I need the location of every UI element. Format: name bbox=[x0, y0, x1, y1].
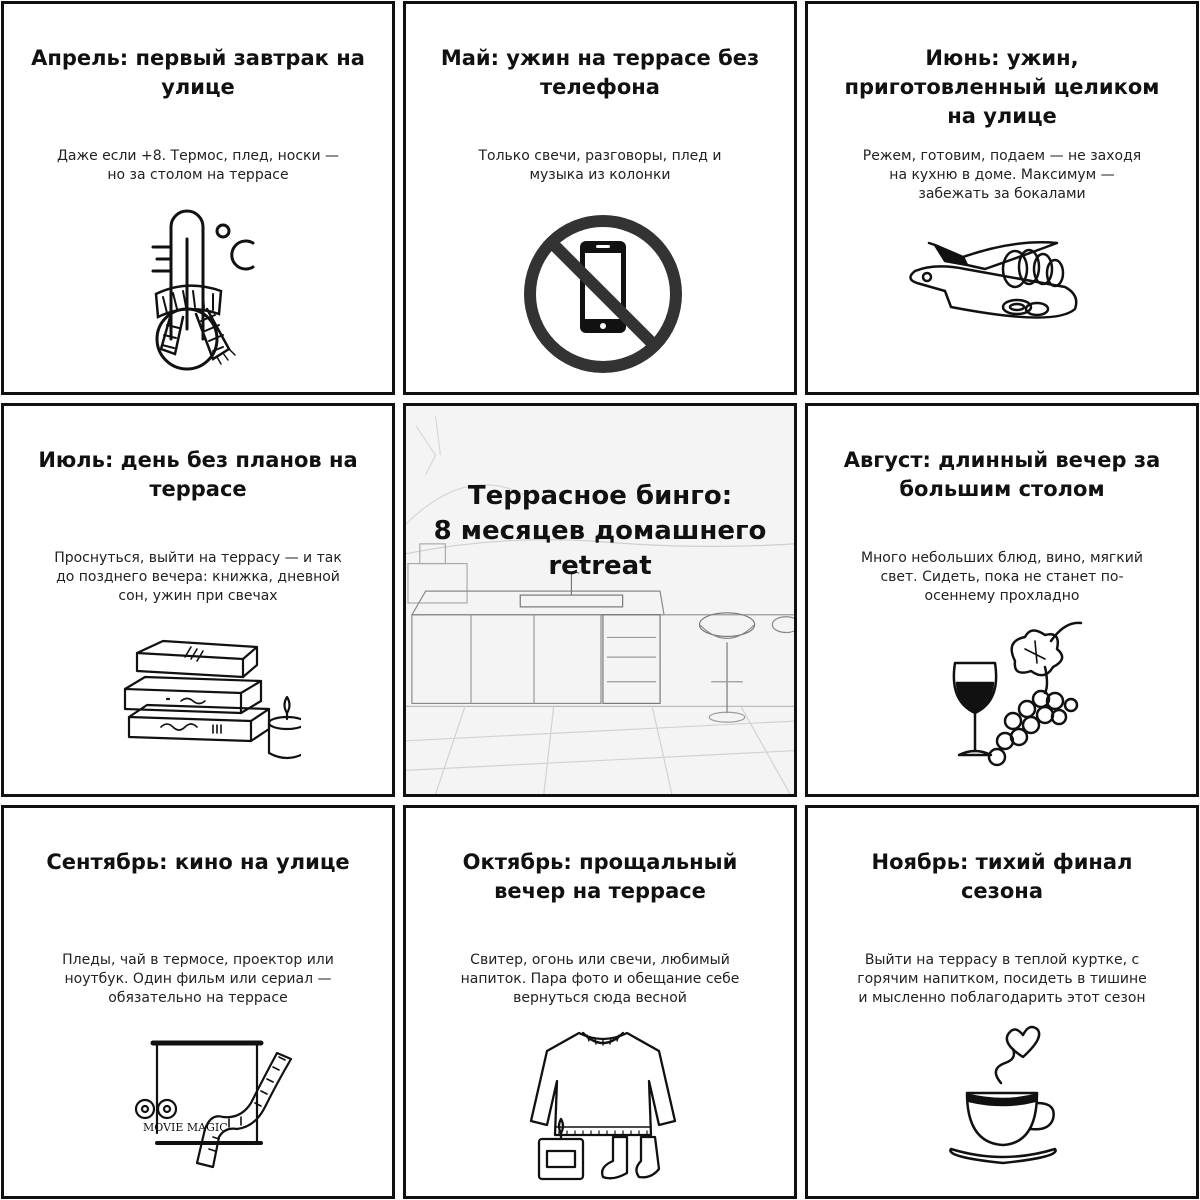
terrace-kitchen-sketch-icon bbox=[406, 406, 794, 794]
books-candle-icon bbox=[101, 601, 301, 781]
card-description: Выйти на террасу в теплой куртке, с горячим напитком, посидеть в тишине и мысленно поблагодарить этот сезон bbox=[857, 952, 1147, 1006]
movie-screen-icon bbox=[101, 1003, 301, 1183]
card-title: Июль: день без планов на террасе bbox=[38, 448, 358, 501]
bingo-center-card bbox=[403, 403, 797, 797]
logo-text: MOVIE MAGIC bbox=[143, 1121, 228, 1134]
card-description: Пледы, чай в термосе, проектор или ноутбук. Один фильм или сериал — обязательно на террасе bbox=[62, 952, 334, 1006]
bingo-card-april bbox=[1, 1, 395, 395]
card-title: Ноябрь: тихий финал сезона bbox=[871, 850, 1133, 903]
page-title bbox=[426, 479, 774, 584]
bingo-card-november bbox=[805, 805, 1199, 1199]
card-title: Октябрь: прощальный вечер на террасе bbox=[462, 850, 738, 903]
page-title-line: Террасное бинго: bbox=[467, 481, 733, 511]
sweater-candle-socks-icon bbox=[503, 1003, 703, 1183]
card-title: Апрель: первый завтрак на улице bbox=[31, 46, 365, 99]
card-description: Даже если +8. Термос, плед, носки — но за столом на террасе bbox=[56, 148, 340, 183]
card-description: Проснуться, выйти на террасу — и так до позднего вечера: книжка, дневной сон, ужин при свечах bbox=[54, 550, 342, 604]
card-title: Август: длинный вечер за большим столом bbox=[843, 448, 1161, 501]
bingo-card-may bbox=[403, 1, 797, 395]
thermometer-scarf-icon bbox=[101, 199, 301, 379]
wine-grapes-icon bbox=[905, 601, 1105, 781]
card-title: Июнь: ужин, приготовленный целиком на улице bbox=[844, 46, 1160, 128]
bingo-card-june bbox=[805, 1, 1199, 395]
bingo-card-august bbox=[805, 403, 1199, 797]
card-title: Май: ужин на террасе без телефона bbox=[440, 46, 760, 99]
cutting-board-knife-icon bbox=[905, 199, 1105, 379]
card-description: Только свечи, разговоры, плед и музыка из колонки bbox=[478, 148, 722, 183]
bingo-card-september bbox=[1, 805, 395, 1199]
heart-cup-icon bbox=[905, 1003, 1105, 1183]
bingo-card-july bbox=[1, 403, 395, 797]
page-title-line: 8 месяцев домашнего bbox=[433, 516, 767, 546]
card-description: Режем, готовим, подаем — не заходя на кухню в доме. Максимум — забежать за бокалами bbox=[862, 148, 1142, 202]
card-description: Много небольших блюд, вино, мягкий свет. Сидеть, пока не станет по-осеннему прохладно bbox=[861, 550, 1143, 604]
card-description: Свитер, огонь или свечи, любимый напиток. Пара фото и обещание себе вернуться сюда весной bbox=[460, 952, 740, 1006]
bingo-card-october bbox=[403, 805, 797, 1199]
no-phone-icon bbox=[503, 199, 703, 379]
card-title: Сентябрь: кино на улице bbox=[46, 850, 350, 874]
page-title-line: retreat bbox=[548, 551, 652, 581]
